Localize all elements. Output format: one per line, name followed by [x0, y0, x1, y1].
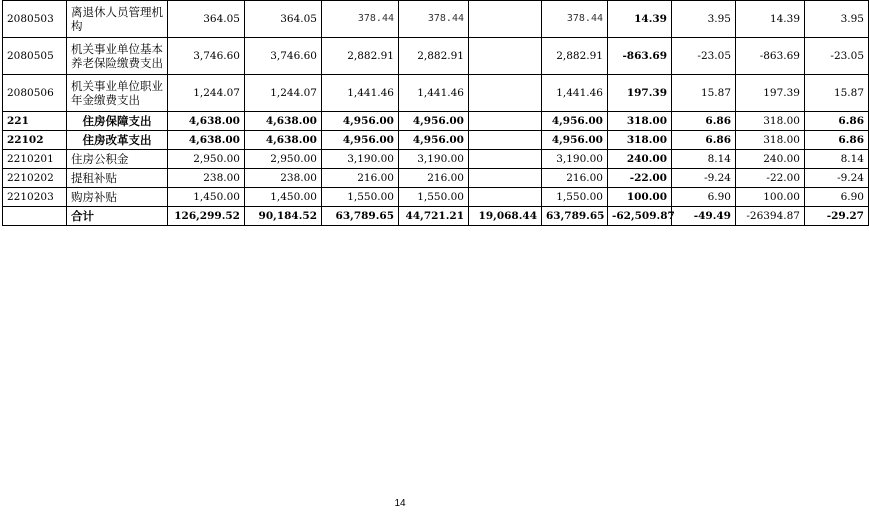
row-code: 2080506	[3, 75, 67, 112]
cell-value: 4,638.00	[168, 112, 245, 131]
cell-value: 318.00	[736, 112, 805, 131]
row-code: 2210202	[3, 169, 67, 188]
cell-value: -22.00	[608, 169, 672, 188]
cell-value: 1,550.00	[399, 188, 469, 207]
cell-value: 318.00	[608, 131, 672, 150]
cell-value: 3.95	[805, 1, 869, 38]
cell-value: 364.05	[168, 1, 245, 38]
cell-value: -62,509.87	[608, 207, 672, 226]
row-code: 2210201	[3, 150, 67, 169]
cell-value: 4,956.00	[399, 112, 469, 131]
cell-value: -49.49	[672, 207, 736, 226]
cell-value: 8.14	[805, 150, 869, 169]
row-code: 221	[3, 112, 67, 131]
cell-value: 6.86	[805, 112, 869, 131]
cell-value: 14.39	[608, 1, 672, 38]
row-name: 住房保障支出	[67, 112, 168, 131]
cell-value: -29.27	[805, 207, 869, 226]
cell-value: 4,956.00	[542, 112, 608, 131]
row-code: 2080503	[3, 1, 67, 38]
table-row	[3, 131, 869, 150]
cell-value: 238.00	[168, 169, 245, 188]
cell-value	[469, 169, 542, 188]
cell-value: 14.39	[736, 1, 805, 38]
row-name: 提租补贴	[67, 169, 168, 188]
row-name: 机关事业单位职业年金缴费支出	[67, 75, 168, 112]
cell-value: 1,244.07	[245, 75, 322, 112]
table-row	[3, 112, 869, 131]
cell-value: 3,190.00	[322, 150, 399, 169]
cell-value: 1,550.00	[542, 188, 608, 207]
cell-value: 15.87	[672, 75, 736, 112]
cell-value: 126,299.52	[168, 207, 245, 226]
cell-value	[469, 188, 542, 207]
cell-value: 44,721.21	[399, 207, 469, 226]
cell-value: 1,441.46	[399, 75, 469, 112]
cell-value: 1,550.00	[322, 188, 399, 207]
cell-value: -22.00	[736, 169, 805, 188]
cell-value: 19,068.44	[469, 207, 542, 226]
cell-value: 378.44	[542, 1, 608, 38]
cell-value: 8.14	[672, 150, 736, 169]
cell-value: 4,638.00	[245, 112, 322, 131]
cell-value	[469, 150, 542, 169]
cell-value: 1,450.00	[168, 188, 245, 207]
cell-value: 4,638.00	[245, 131, 322, 150]
cell-value: 216.00	[322, 169, 399, 188]
cell-value: 4,638.00	[168, 131, 245, 150]
cell-value: 216.00	[399, 169, 469, 188]
cell-value: 4,956.00	[542, 131, 608, 150]
page-number: 14	[394, 498, 406, 509]
cell-value: -26394.87	[736, 207, 805, 226]
cell-value: 378.44	[322, 1, 399, 38]
cell-value: 1,450.00	[245, 188, 322, 207]
cell-value: 1,244.07	[168, 75, 245, 112]
cell-value: 6.86	[672, 131, 736, 150]
cell-value: 4,956.00	[399, 131, 469, 150]
cell-value: 100.00	[736, 188, 805, 207]
cell-value: 6.86	[805, 131, 869, 150]
row-code: 2210203	[3, 188, 67, 207]
total-label: 合计	[67, 207, 168, 226]
cell-value: 2,950.00	[245, 150, 322, 169]
cell-value: 238.00	[245, 169, 322, 188]
budget-table	[2, 0, 869, 226]
cell-value: 378.44	[399, 1, 469, 38]
table-row	[3, 188, 869, 207]
cell-value: 100.00	[608, 188, 672, 207]
cell-value: -9.24	[805, 169, 869, 188]
cell-value: -23.05	[672, 38, 736, 75]
cell-value: 197.39	[608, 75, 672, 112]
cell-value: 2,882.91	[399, 38, 469, 75]
cell-value	[469, 112, 542, 131]
cell-value: 364.05	[245, 1, 322, 38]
cell-value: 1,441.46	[322, 75, 399, 112]
cell-value: 1,441.46	[542, 75, 608, 112]
row-code: 2080505	[3, 38, 67, 75]
cell-value: 197.39	[736, 75, 805, 112]
cell-value: 2,882.91	[322, 38, 399, 75]
cell-value	[469, 1, 542, 38]
row-name: 住房改革支出	[67, 131, 168, 150]
row-name: 机关事业单位基本养老保险缴费支出	[67, 38, 168, 75]
cell-value: 4,956.00	[322, 112, 399, 131]
cell-value: 63,789.65	[542, 207, 608, 226]
cell-value: 318.00	[736, 131, 805, 150]
cell-value: -863.69	[736, 38, 805, 75]
table-row	[3, 169, 869, 188]
row-name: 离退休人员管理机构	[67, 1, 168, 38]
cell-value: -23.05	[805, 38, 869, 75]
table-row	[3, 1, 869, 38]
row-code: 22102	[3, 131, 67, 150]
total-row	[3, 207, 869, 226]
cell-value: 3,190.00	[399, 150, 469, 169]
cell-value: 15.87	[805, 75, 869, 112]
table-row	[3, 38, 869, 75]
cell-value: 6.90	[672, 188, 736, 207]
cell-value: 90,184.52	[245, 207, 322, 226]
cell-value: 318.00	[608, 112, 672, 131]
cell-value: -9.24	[672, 169, 736, 188]
cell-value	[469, 38, 542, 75]
cell-value: 240.00	[736, 150, 805, 169]
cell-value: 3.95	[672, 1, 736, 38]
row-code	[3, 207, 67, 226]
cell-value: 3,190.00	[542, 150, 608, 169]
table-row	[3, 150, 869, 169]
row-name: 住房公积金	[67, 150, 168, 169]
cell-value: 2,882.91	[542, 38, 608, 75]
cell-value: 6.86	[672, 112, 736, 131]
cell-value: -863.69	[608, 38, 672, 75]
row-name: 购房补贴	[67, 188, 168, 207]
cell-value	[469, 75, 542, 112]
cell-value	[469, 131, 542, 150]
cell-value: 240.00	[608, 150, 672, 169]
cell-value: 3,746.60	[245, 38, 322, 75]
cell-value: 63,789.65	[322, 207, 399, 226]
cell-value: 4,956.00	[322, 131, 399, 150]
cell-value: 6.90	[805, 188, 869, 207]
cell-value: 3,746.60	[168, 38, 245, 75]
cell-value: 216.00	[542, 169, 608, 188]
table-row	[3, 75, 869, 112]
cell-value: 2,950.00	[168, 150, 245, 169]
